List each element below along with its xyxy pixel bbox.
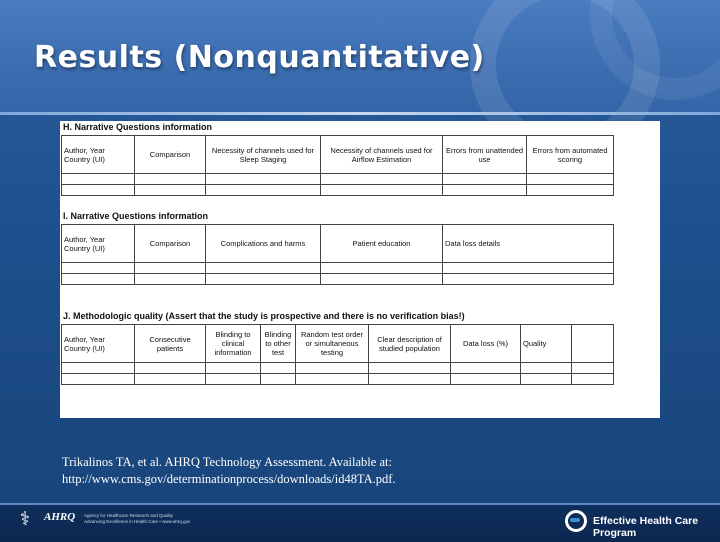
table-header-cell: Quality <box>521 325 572 363</box>
table-header-cell: Data loss (%) <box>451 325 521 363</box>
citation-url: http://www.cms.gov/determinationprocess/downloads/id48TA.pdf. <box>62 472 396 486</box>
table-row <box>62 185 614 196</box>
table-header-cell: Comparison <box>135 225 206 263</box>
table-header-cell: Author, Year Country (UI) <box>62 325 135 363</box>
table-header-cell: Author, Year Country (UI) <box>62 225 135 263</box>
table-header-cell: Consecutive patients <box>135 325 206 363</box>
section-i-heading: I. Narrative Questions information <box>63 211 209 221</box>
table-header-cell: Data loss details <box>443 225 614 263</box>
table-header-cell: Necessity of channels used for Airflow Estimation <box>321 136 443 174</box>
ahrq-tagline: Agency for Healthcare Research and Quality Advancing Excellence in Health Care • www.ahrq.gov <box>84 513 191 524</box>
title-divider <box>0 112 720 115</box>
table-header-cell: Comparison <box>135 136 206 174</box>
section-h-heading: H. Narrative Questions information <box>63 122 213 132</box>
citation-line: Trikalinos TA, et al. AHRQ Technology Assessment. Available at: <box>62 455 392 469</box>
table-header-cell: Random test order or simultaneous testing <box>296 325 369 363</box>
table-header-cell: Clear description of studied population <box>369 325 451 363</box>
table-row <box>62 274 614 285</box>
citation <box>62 454 396 488</box>
table-header-cell: Errors from automated scoring <box>527 136 614 174</box>
hhs-eagle-icon: ⚕ <box>19 509 31 530</box>
table-header-cell: Patient education <box>321 225 443 263</box>
table-row <box>62 363 614 374</box>
section-i-table <box>61 224 614 285</box>
table-header-cell: Blinding to other test <box>261 325 296 363</box>
ahrq-logo: AHRQ <box>44 511 76 523</box>
table-row <box>62 374 614 385</box>
document-excerpt <box>60 121 660 418</box>
table-header-cell: Blinding to clinical information <box>206 325 261 363</box>
section-j-heading: J. Methodologic quality (Assert that the study is prospective and there is no verification bias!) <box>63 311 465 321</box>
table-header-cell <box>572 325 614 363</box>
table-row <box>62 263 614 274</box>
section-j-table <box>61 324 614 385</box>
table-header-cell: Necessity of channels used for Sleep Staging <box>206 136 321 174</box>
table-header-cell: Author, Year Country (UI) <box>62 136 135 174</box>
slide-title: Results (Nonquantitative) <box>34 40 485 75</box>
table-header-cell: Complications and harms <box>206 225 321 263</box>
table-header-cell: Errors from unattended use <box>443 136 527 174</box>
ehc-logo-icon <box>565 510 587 532</box>
ehc-program-label: Effective Health Care Program <box>593 515 699 539</box>
table-row <box>62 174 614 185</box>
section-h-table <box>61 135 614 196</box>
